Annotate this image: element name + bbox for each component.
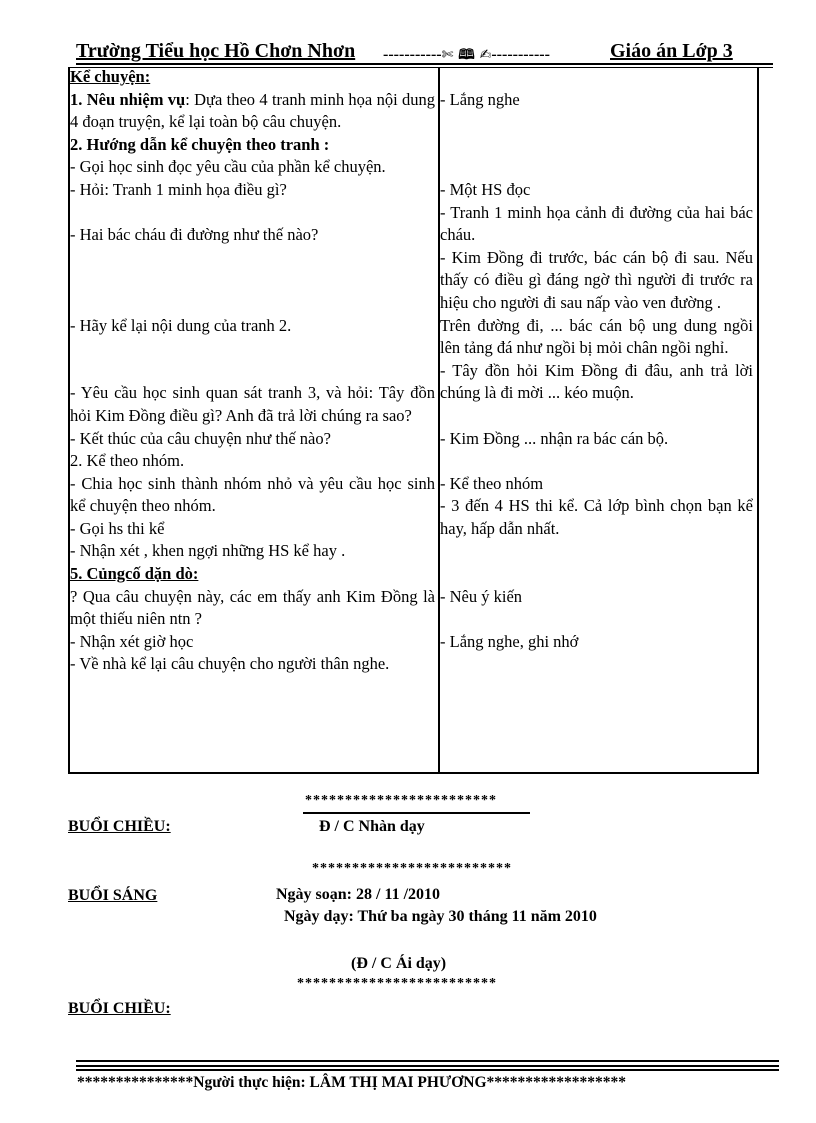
morning-teacher: (Đ / C Ái dạy) — [351, 955, 447, 972]
teacher-step: - Hai bác cháu đi đường như thế nào? — [70, 225, 319, 245]
lesson-left-column — [70, 66, 435, 676]
afternoon-teacher: Đ / C Nhàn dạy — [319, 818, 425, 835]
table-bottom-border — [68, 772, 759, 774]
student-activity: - Một HS đọc — [440, 179, 531, 199]
student-activity: - Nêu ý kiến — [440, 586, 523, 606]
student-activity: - 3 đến 4 HS thi kể. Cả lớp bình chọn bạn kể hay, hấp dẫn nhất. — [440, 496, 753, 538]
teacher-step: - Nhận xét , khen ngợi những HS kể hay . — [70, 541, 346, 561]
consolidate-heading: 5. Củngcố dặn dò: — [70, 564, 199, 584]
guide-heading: 2. Hướng dẫn kể chuyện theo tranh : — [70, 134, 330, 154]
student-activity: - Kim Đồng đi trước, bác cán bộ đi sau. Nếu thấy có điều gì đáng ngờ thì người đi trước ra hiệu cho người đi sau nấp vào ven đường . — [440, 247, 753, 312]
student-activity: Trên đường đi, ... bác cán bộ ung dung ngồi lên tảng đá như ngồi bị mỏi chân ngồi nghỉ. — [440, 315, 753, 358]
teacher-step: - Yêu cầu học sinh quan sát tranh 3, và hỏi: Tây đồn hỏi Kim Đồng điều gì? Anh đã trả lời chúng ra sao? — [70, 383, 435, 425]
lesson-right-column — [440, 66, 753, 653]
student-activity: - Kim Đồng ... nhận ra bác cán bộ. — [440, 428, 669, 448]
lesson-title: Kể chuyện: — [70, 67, 151, 86]
class-name: Giáo án Lớp 3 — [610, 40, 733, 62]
footer-rule-mid — [76, 1065, 779, 1067]
teacher-step: - Hỏi: Tranh 1 minh họa điều gì? — [70, 179, 287, 199]
afternoon-session-label-2: BUỔI CHIỀU: — [68, 1000, 171, 1017]
teacher-step: - Nhận xét giờ học — [70, 631, 194, 651]
student-activity: - Kể theo nhóm — [440, 473, 544, 493]
teacher-step: ? Qua câu chuyện này, các em thấy anh Kim Đồng là một thiếu niên ntn ? — [70, 586, 435, 629]
stars-divider: ************************ — [305, 793, 497, 808]
footer-author: ***************Người thực hiện: LÂM THỊ MAI PHƯƠNG****************** — [77, 1074, 627, 1091]
teaching-date: Ngày dạy: Thứ ba ngày 30 tháng 11 năm 2010 — [284, 908, 597, 925]
preparation-date: Ngày soạn: 28 / 11 /2010 — [276, 886, 441, 903]
teacher-step: - Chia học sinh thành nhóm nhỏ và yêu cầu học sinh kể chuyện theo nhóm. — [70, 473, 435, 516]
footer-rule-bottom — [76, 1069, 779, 1071]
table-right-border — [757, 67, 759, 774]
footer-rule-top — [76, 1060, 779, 1062]
teacher-step: - Về nhà kể lại câu chuyện cho người thân nghe. — [70, 654, 390, 674]
header-separator: -----------✄ 🕮 ✍----------- — [383, 46, 550, 63]
teacher-step: - Kết thúc của câu chuyện như thế nào? — [70, 428, 331, 448]
student-activity: - Lắng nghe — [440, 89, 520, 109]
header-rule-top — [76, 63, 773, 65]
stars-divider: ************************* — [312, 861, 512, 876]
student-activity: - Tây đồn hỏi Kim Đồng đi đâu, anh trả lời chúng là đi mời ... kéo muộn. — [440, 360, 753, 403]
task-text: : Dựa theo 4 tranh minh họa nội dung 4 đoạn truyện, kể lại toàn bộ câu chuyện. — [70, 89, 435, 132]
task-heading: 1. Nêu nhiệm vụ — [70, 89, 186, 109]
teacher-step: - Gọi hs thi kể — [70, 518, 165, 538]
school-name: Trường Tiểu học Hồ Chơn Nhơn — [76, 40, 356, 62]
student-activity: - Lắng nghe, ghi nhớ — [440, 631, 579, 651]
teacher-step: - Hãy kể lại nội dung của tranh 2. — [70, 315, 292, 335]
teacher-step: 2. Kể theo nhóm. — [70, 451, 185, 471]
stars-underline — [303, 812, 530, 814]
stars-divider: ************************* — [297, 976, 497, 991]
morning-session-label: BUỔI SÁNG — [68, 887, 158, 904]
ornament-icon: ✄ 🕮 ✍ — [441, 47, 492, 63]
student-activity: - Tranh 1 minh họa cảnh đi đường của hai bác cháu. — [440, 202, 753, 245]
afternoon-session-label: BUỔI CHIỀU: — [68, 818, 171, 835]
teacher-step: - Gọi học sinh đọc yêu cầu của phần kể chuyện. — [70, 157, 386, 177]
